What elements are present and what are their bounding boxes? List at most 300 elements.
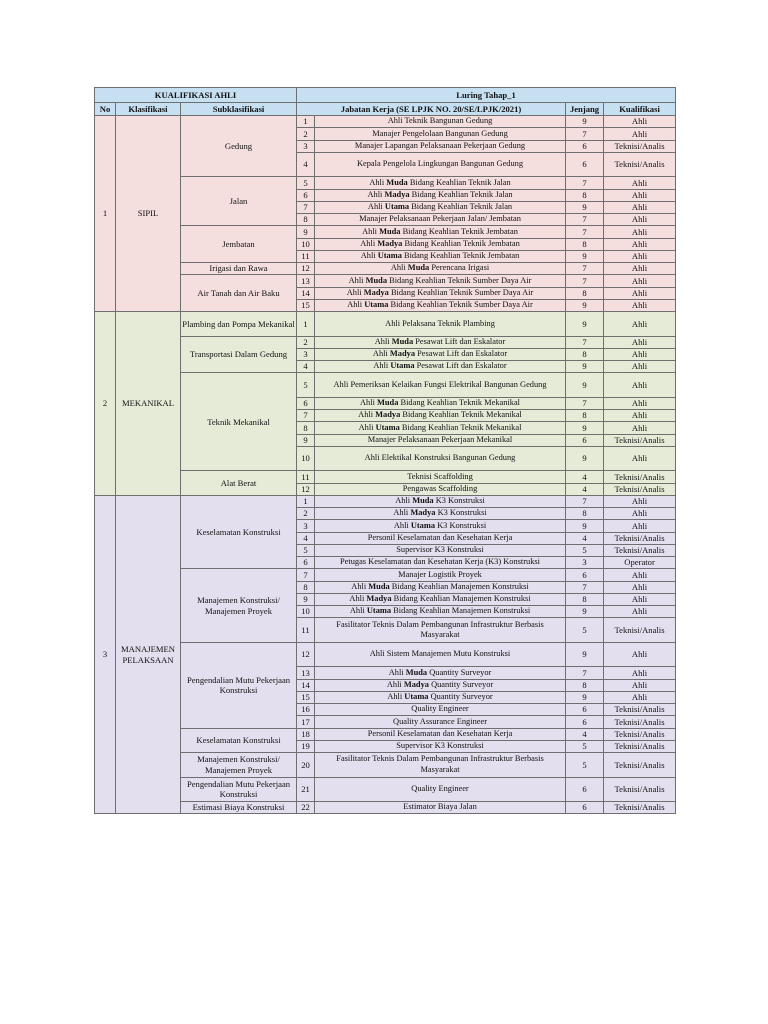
col-header-kualifikasi: Kualifikasi: [604, 103, 676, 116]
jabatan-title: Personil Keselamatan dan Kesehatan Kerja: [367, 728, 513, 738]
jabatan-title: Personil Keselamatan dan Kesehatan Kerja: [367, 532, 513, 542]
jabatan-title: Fasilitator Teknis Dalam Pembangunan Infrastruktur Berbasis Masyarakat: [336, 619, 544, 639]
subklasifikasi-cell: Manajemen Konstruksi/ Manajemen Proyek: [181, 569, 297, 643]
jenjang-cell: 7: [566, 226, 604, 238]
kualifikasi-cell: Ahli: [604, 495, 676, 507]
kualifikasi-cell: Ahli: [604, 410, 676, 422]
row-number: 2: [297, 508, 315, 520]
jabatan-cell: [315, 728, 566, 740]
jabatan-cell: [315, 348, 566, 360]
jabatan-title: Manajer Pelaksanaan Pekerjaan Mekanikal: [367, 434, 513, 444]
jenjang-cell: 7: [566, 397, 604, 409]
jabatan-title: Bidang Keahlian Teknik Sumber Daya Air: [387, 275, 532, 285]
jabatan-title: K3 Konstruksi: [435, 520, 487, 530]
jenjang-cell: 9: [566, 116, 604, 128]
jabatan-prefix: Ahli: [369, 177, 387, 187]
jabatan-level: Utama: [375, 422, 400, 432]
jabatan-cell: [315, 177, 566, 189]
jabatan-title: Pesawat Lift dan Eskalator: [414, 361, 507, 371]
jabatan-title: Bidang Keahlian Teknik Jalan: [409, 202, 513, 212]
jenjang-cell: 8: [566, 238, 604, 250]
row-number: 8: [297, 422, 315, 434]
jenjang-cell: 9: [566, 691, 604, 703]
jenjang-cell: 5: [566, 544, 604, 556]
kualifikasi-cell: Teknisi/Analis: [604, 740, 676, 752]
jabatan-cell: [315, 201, 566, 213]
jabatan-level: Madya: [410, 508, 436, 518]
jabatan-cell: [315, 593, 566, 605]
jabatan-title: K3 Konstruksi: [435, 508, 487, 518]
jabatan-prefix: Ahli: [388, 667, 406, 677]
jenjang-cell: 5: [566, 740, 604, 752]
row-number: 6: [297, 397, 315, 409]
row-number: 5: [297, 544, 315, 556]
jabatan-title: K3 Konstruksi: [433, 496, 485, 506]
jabatan-cell: [315, 446, 566, 471]
group-header-kualifikasi-ahli: KUALIFIKASI AHLI: [95, 88, 297, 103]
jabatan-title: Perencana Irigasi: [429, 263, 490, 273]
kualifikasi-cell: Teknisi/Analis: [604, 728, 676, 740]
jabatan-cell: [315, 483, 566, 495]
col-header-subklasifikasi: Subklasifikasi: [181, 103, 297, 116]
jenjang-cell: 7: [566, 263, 604, 275]
kualifikasi-cell: Ahli: [604, 667, 676, 679]
jabatan-level: Madya: [384, 189, 410, 199]
row-number: 12: [297, 642, 315, 667]
table-row: [95, 312, 676, 337]
table-row: [95, 753, 676, 778]
jabatan-cell: [315, 471, 566, 483]
subklasifikasi-cell: Pengendalian Mutu Pekerjaan Konstruksi: [181, 642, 297, 728]
row-number: 14: [297, 287, 315, 299]
jenjang-cell: 8: [566, 593, 604, 605]
jabatan-cell: [315, 238, 566, 250]
kualifikasi-cell: Ahli: [604, 569, 676, 581]
jabatan-prefix: Ahli: [346, 287, 364, 297]
kualifikasi-cell: Ahli: [604, 422, 676, 434]
row-number: 10: [297, 238, 315, 250]
jenjang-cell: 6: [566, 152, 604, 177]
jabatan-level: Muda: [379, 226, 401, 236]
table-row: [95, 777, 676, 802]
jabatan-title: Bidang Keahlian Teknik Sumber Daya Air: [388, 300, 533, 310]
kualifikasi-cell: Ahli: [604, 312, 676, 337]
table-row: [95, 802, 676, 814]
jabatan-cell: [315, 557, 566, 569]
jabatan-cell: [315, 116, 566, 128]
subklasifikasi-cell: Teknik Mekanikal: [181, 373, 297, 471]
kualifikasi-cell: Teknisi/Analis: [604, 532, 676, 544]
jabatan-prefix: Ahli: [358, 422, 376, 432]
jabatan-title: Ahli Pelaksana Teknik Plambing: [385, 318, 495, 328]
col-header-no: No: [95, 103, 116, 116]
table-row: [95, 116, 676, 128]
kualifikasi-cell: Teknisi/Analis: [604, 802, 676, 814]
jenjang-cell: 9: [566, 201, 604, 213]
jabatan-cell: [315, 508, 566, 520]
row-number: 21: [297, 777, 315, 802]
subklasifikasi-cell: Pengendalian Mutu Pekerjaan Konstruksi: [181, 777, 297, 802]
row-number: 7: [297, 410, 315, 422]
group-number: 3: [95, 495, 116, 814]
jenjang-cell: 6: [566, 140, 604, 152]
jabatan-title: Quality Assurance Engineer: [393, 716, 487, 726]
jabatan-title: Bidang Keahlian Manajemen Konstruksi: [391, 594, 531, 604]
row-number: 20: [297, 753, 315, 778]
jenjang-cell: 9: [566, 373, 604, 398]
jabatan-level: Muda: [386, 177, 408, 187]
jabatan-title: Bidang Keahlian Teknik Mekanikal: [398, 398, 521, 408]
jenjang-cell: 7: [566, 336, 604, 348]
jabatan-level: Utama: [390, 361, 415, 371]
jabatan-title: Bidang Keahlian Manajemen Konstruksi: [391, 606, 531, 616]
row-number: 17: [297, 716, 315, 728]
jenjang-cell: 9: [566, 446, 604, 471]
jabatan-title: Bidang Keahlian Teknik Jembatan: [401, 251, 520, 261]
row-number: 6: [297, 189, 315, 201]
kualifikasi-cell: Teknisi/Analis: [604, 152, 676, 177]
kualifikasi-cell: Teknisi/Analis: [604, 618, 676, 643]
kualifikasi-cell: Teknisi/Analis: [604, 777, 676, 802]
jenjang-cell: 4: [566, 471, 604, 483]
jenjang-cell: 7: [566, 581, 604, 593]
kualifikasi-cell: Teknisi/Analis: [604, 434, 676, 446]
kualifikasi-cell: Ahli: [604, 508, 676, 520]
jabatan-level: Madya: [366, 594, 392, 604]
jabatan-title: Teknisi Scaffolding: [407, 471, 473, 481]
subklasifikasi-cell: Jalan: [181, 177, 297, 226]
jabatan-title: Supervisor K3 Konstruksi: [396, 545, 484, 555]
jabatan-cell: [315, 189, 566, 201]
jabatan-title: Manajer Logistik Proyek: [398, 569, 482, 579]
qualification-sheet: [94, 87, 675, 814]
row-number: 10: [297, 606, 315, 618]
jabatan-level: Muda: [391, 336, 414, 346]
kualifikasi-cell: Ahli: [604, 189, 676, 201]
jabatan-title: Pesawat Lift dan Eskalator: [413, 336, 506, 346]
kualifikasi-cell: Ahli: [604, 214, 676, 226]
jabatan-title: Manajer Pengelolaan Bangunan Gedung: [372, 128, 508, 138]
col-header-klasifikasi: Klasifikasi: [116, 103, 181, 116]
jabatan-level: Utama: [410, 520, 436, 530]
row-number: 4: [297, 361, 315, 373]
jabatan-title: Bidang Keahlian Teknik Sumber Daya Air: [388, 287, 534, 297]
kualifikasi-cell: Ahli: [604, 348, 676, 360]
kualifikasi-cell: Teknisi/Analis: [604, 753, 676, 778]
jabatan-cell: [315, 532, 566, 544]
jabatan-prefix: Ahli: [349, 606, 367, 616]
kualifikasi-cell: Ahli: [604, 520, 676, 532]
kualifikasi-cell: Teknisi/Analis: [604, 483, 676, 495]
jabatan-prefix: Ahli: [360, 238, 378, 248]
jabatan-cell: [315, 544, 566, 556]
jabatan-title: Kepala Pengelola Lingkungan Bangunan Gedung: [356, 159, 524, 169]
jabatan-cell: [315, 740, 566, 752]
jabatan-title: Bidang Keahlian Teknik Jembatan: [400, 226, 518, 236]
jenjang-cell: 8: [566, 189, 604, 201]
jabatan-cell: [315, 581, 566, 593]
subklasifikasi-cell: Air Tanah dan Air Baku: [181, 275, 297, 312]
jabatan-title: Manajer Pelaksanaan Pekerjaan Jalan/ Jembatan: [359, 214, 521, 224]
jabatan-prefix: Ahli: [349, 594, 367, 604]
kualifikasi-cell: Teknisi/Analis: [604, 716, 676, 728]
kualifikasi-cell: Ahli: [604, 373, 676, 398]
jenjang-cell: 7: [566, 128, 604, 140]
jabatan-title: Ahli Elektikal Konstruksi Bangunan Gedung: [364, 453, 516, 463]
jabatan-cell: [315, 777, 566, 802]
row-number: 11: [297, 618, 315, 643]
row-number: 13: [297, 275, 315, 287]
jabatan-prefix: Ahli: [393, 520, 411, 530]
kualifikasi-cell: Ahli: [604, 177, 676, 189]
kualifikasi-cell: Ahli: [604, 336, 676, 348]
row-number: 15: [297, 299, 315, 311]
jabatan-prefix: Ahli: [374, 336, 392, 346]
table-row: [95, 471, 676, 483]
jabatan-level: Muda: [405, 667, 428, 677]
kualifikasi-cell: Ahli: [604, 201, 676, 213]
jabatan-prefix: Ahli: [386, 679, 404, 689]
row-number: 4: [297, 532, 315, 544]
jabatan-prefix: Ahli: [358, 410, 376, 420]
row-number: 3: [297, 140, 315, 152]
jabatan-prefix: Ahli: [360, 398, 377, 408]
kualifikasi-cell: Teknisi/Analis: [604, 544, 676, 556]
jabatan-cell: [315, 226, 566, 238]
jabatan-level: Utama: [384, 202, 410, 212]
jabatan-title: Ahli Teknik Bangunan Gedung: [387, 116, 493, 126]
kualifikasi-cell: Ahli: [604, 226, 676, 238]
jabatan-prefix: Ahli: [390, 263, 408, 273]
row-number: 3: [297, 520, 315, 532]
jabatan-title: Manajer Lapangan Pelaksanaan Pekerjaan Gedung: [354, 140, 526, 150]
col-header-jenjang: Jenjang: [566, 103, 604, 116]
subklasifikasi-cell: Estimasi Biaya Konstruksi: [181, 802, 297, 814]
jenjang-cell: 5: [566, 753, 604, 778]
jabatan-level: Utama: [364, 300, 389, 310]
row-number: 12: [297, 263, 315, 275]
row-number: 4: [297, 152, 315, 177]
jabatan-title: Bidang Keahlian Teknik Jalan: [409, 189, 513, 199]
jabatan-level: Utama: [366, 606, 392, 616]
table-row: [95, 569, 676, 581]
jenjang-cell: 9: [566, 520, 604, 532]
row-number: 16: [297, 704, 315, 716]
jabatan-title: Bidang Keahlian Teknik Jalan: [407, 177, 511, 187]
row-number: 8: [297, 581, 315, 593]
row-number: 9: [297, 226, 315, 238]
jabatan-cell: [315, 140, 566, 152]
subklasifikasi-cell: Gedung: [181, 116, 297, 177]
jabatan-title: Quantity Surveyor: [428, 679, 494, 689]
jabatan-title: Quantity Surveyor: [427, 667, 492, 677]
jabatan-level: Madya: [389, 349, 416, 359]
kualifikasi-cell: Ahli: [604, 581, 676, 593]
subklasifikasi-cell: Alat Berat: [181, 471, 297, 496]
row-number: 19: [297, 740, 315, 752]
jenjang-cell: 4: [566, 483, 604, 495]
jenjang-cell: 9: [566, 361, 604, 373]
jabatan-cell: [315, 667, 566, 679]
jenjang-cell: 6: [566, 777, 604, 802]
table-row: [95, 728, 676, 740]
jenjang-cell: 6: [566, 704, 604, 716]
row-number: 10: [297, 446, 315, 471]
row-number: 13: [297, 667, 315, 679]
jenjang-cell: 8: [566, 410, 604, 422]
row-number: 8: [297, 214, 315, 226]
subklasifikasi-cell: Transportasi Dalam Gedung: [181, 336, 297, 373]
jabatan-cell: [315, 263, 566, 275]
jabatan-prefix: Ahli: [367, 202, 385, 212]
row-number: 1: [297, 495, 315, 507]
jenjang-cell: 6: [566, 716, 604, 728]
klasifikasi-cell: SIPIL: [116, 116, 181, 312]
jabatan-cell: [315, 434, 566, 446]
jabatan-level: Madya: [375, 410, 401, 420]
jenjang-cell: 9: [566, 250, 604, 262]
row-number: 18: [297, 728, 315, 740]
table-body: [95, 116, 676, 814]
kualifikasi-cell: Ahli: [604, 299, 676, 311]
kualifikasi-cell: Operator: [604, 557, 676, 569]
group-header-luring: Luring Tahap_1: [297, 88, 676, 103]
jenjang-cell: 8: [566, 679, 604, 691]
jabatan-cell: [315, 691, 566, 703]
jabatan-title: Quality Engineer: [411, 784, 469, 794]
row-number: 22: [297, 802, 315, 814]
kualifikasi-cell: Ahli: [604, 116, 676, 128]
jabatan-cell: [315, 679, 566, 691]
jenjang-cell: 4: [566, 728, 604, 740]
row-number: 2: [297, 128, 315, 140]
jabatan-cell: [315, 299, 566, 311]
row-number: 5: [297, 177, 315, 189]
jabatan-title: Pengawas Scaffolding: [402, 483, 478, 493]
jenjang-cell: 6: [566, 434, 604, 446]
jabatan-level: Utama: [404, 692, 429, 702]
jabatan-prefix: Ahli: [348, 275, 366, 285]
row-number: 3: [297, 348, 315, 360]
jabatan-title: Fasilitator Teknis Dalam Pembangunan Infrastruktur Berbasis Masyarakat: [336, 754, 544, 774]
table-row: [95, 226, 676, 238]
kualifikasi-cell: Ahli: [604, 606, 676, 618]
jenjang-cell: 9: [566, 642, 604, 667]
jabatan-cell: [315, 397, 566, 409]
jabatan-cell: [315, 275, 566, 287]
jabatan-title: Bidang Keahlian Teknik Mekanikal: [400, 410, 522, 420]
jabatan-title: Ahli Sistem Manajemen Mutu Konstruksi: [369, 649, 511, 659]
jabatan-cell: [315, 802, 566, 814]
jabatan-title: Ahli Pemeriksan Kelaikan Fungsi Elektrikal Bangunan Gedung: [333, 379, 547, 389]
jabatan-level: Muda: [407, 263, 430, 273]
table-row: [95, 373, 676, 398]
row-number: 15: [297, 691, 315, 703]
jabatan-cell: [315, 336, 566, 348]
jabatan-prefix: Ahli: [362, 226, 380, 236]
table-row: [95, 642, 676, 667]
jabatan-level: Utama: [377, 251, 402, 261]
jabatan-title: Pesawat Lift dan Eskalator: [415, 349, 508, 359]
row-number: 9: [297, 434, 315, 446]
table-row: [95, 495, 676, 507]
kualifikasi-cell: Ahli: [604, 679, 676, 691]
jabatan-cell: [315, 618, 566, 643]
jenjang-cell: 7: [566, 275, 604, 287]
jabatan-level: Muda: [412, 496, 434, 506]
table-row: [95, 275, 676, 287]
subklasifikasi-cell: Irigasi dan Rawa: [181, 263, 297, 275]
row-number: 7: [297, 569, 315, 581]
jabatan-cell: [315, 128, 566, 140]
kualifikasi-cell: Ahli: [604, 263, 676, 275]
kualifikasi-cell: Ahli: [604, 275, 676, 287]
column-header-row: [95, 103, 676, 116]
jabatan-title: Quality Engineer: [411, 704, 469, 714]
jabatan-cell: [315, 716, 566, 728]
jabatan-prefix: Ahli: [395, 496, 413, 506]
jabatan-cell: [315, 642, 566, 667]
row-number: 11: [297, 250, 315, 262]
jabatan-title: Bidang Keahlian Teknik Jembatan: [402, 238, 520, 248]
table-row: [95, 177, 676, 189]
row-number: 6: [297, 557, 315, 569]
row-number: 14: [297, 679, 315, 691]
jabatan-prefix: Ahli: [347, 300, 365, 310]
jabatan-prefix: Ahli: [387, 692, 405, 702]
jabatan-cell: [315, 704, 566, 716]
kualifikasi-cell: Teknisi/Analis: [604, 704, 676, 716]
subklasifikasi-cell: Keselamatan Konstruksi: [181, 495, 297, 569]
kualifikasi-cell: Ahli: [604, 593, 676, 605]
row-number: 5: [297, 373, 315, 398]
klasifikasi-cell: MEKANIKAL: [116, 312, 181, 496]
subklasifikasi-cell: Jembatan: [181, 226, 297, 263]
jabatan-level: Muda: [368, 581, 390, 591]
row-number: 2: [297, 336, 315, 348]
jabatan-cell: [315, 152, 566, 177]
kualifikasi-cell: Ahli: [604, 287, 676, 299]
jenjang-cell: 9: [566, 422, 604, 434]
jabatan-prefix: Ahli: [372, 349, 390, 359]
jabatan-cell: [315, 312, 566, 337]
jenjang-cell: 9: [566, 299, 604, 311]
col-header-jabatan: Jabatan Kerja (SE LPJK NO. 20/SE/LPJK/2021): [297, 103, 566, 116]
row-number: 9: [297, 593, 315, 605]
jabatan-cell: [315, 287, 566, 299]
jabatan-level: Muda: [376, 398, 399, 408]
jabatan-cell: [315, 250, 566, 262]
row-number: 1: [297, 312, 315, 337]
jenjang-cell: 4: [566, 532, 604, 544]
kualifikasi-cell: Ahli: [604, 397, 676, 409]
jabatan-cell: [315, 753, 566, 778]
jabatan-level: Muda: [365, 275, 388, 285]
kualifikasi-cell: Ahli: [604, 250, 676, 262]
jabatan-cell: [315, 214, 566, 226]
jenjang-cell: 7: [566, 214, 604, 226]
jabatan-cell: [315, 606, 566, 618]
jabatan-prefix: Ahli: [351, 581, 369, 591]
jenjang-cell: 7: [566, 667, 604, 679]
jabatan-title: Quantity Surveyor: [428, 692, 493, 702]
table-row: [95, 336, 676, 348]
jenjang-cell: 6: [566, 802, 604, 814]
jabatan-level: Madya: [403, 679, 429, 689]
table-row: [95, 263, 676, 275]
jabatan-cell: [315, 495, 566, 507]
kualifikasi-cell: Ahli: [604, 128, 676, 140]
